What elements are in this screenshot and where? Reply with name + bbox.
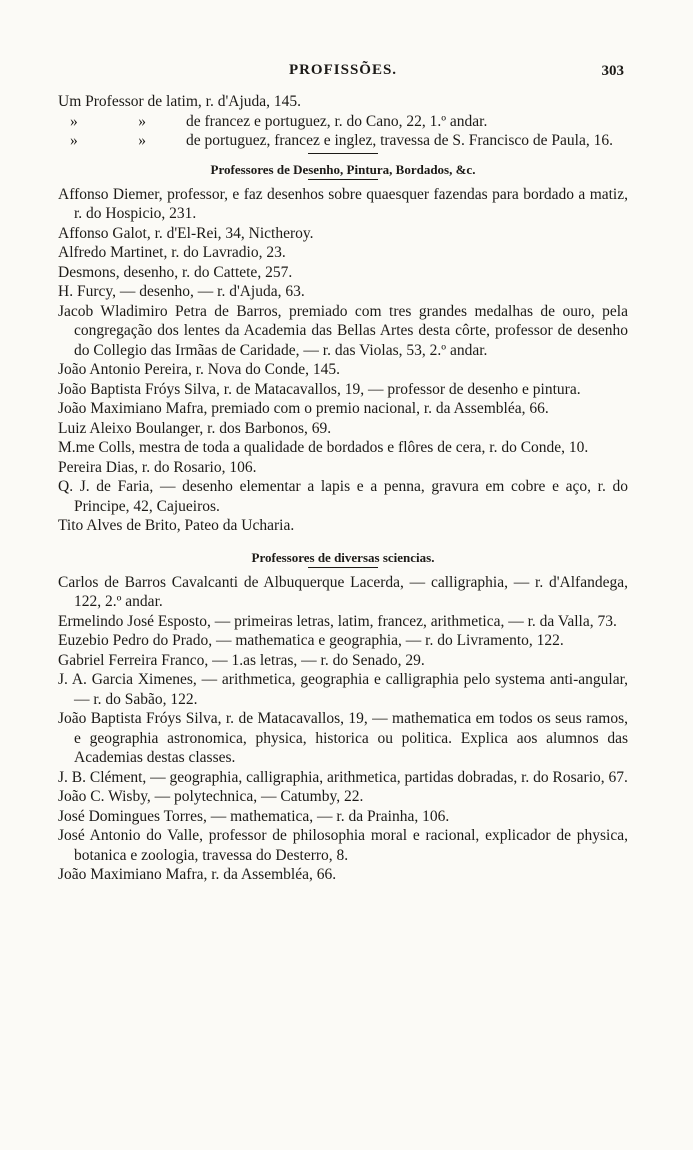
entry-text: de portuguez, francez e inglez, travessa de S. Francisco de Paula, 16. — [186, 132, 613, 149]
ditto-mark: » — [138, 132, 146, 149]
list-item: Tito Alves de Brito, Pateo da Ucharia. — [58, 517, 295, 534]
list-item: José Antonio do Valle, professor de philosophia moral e racional, explicador de physica, botanica e zoologia, travessa do Desterro, 8. — [58, 827, 628, 864]
section-heading: Professores de diversas sciencias. — [251, 549, 435, 565]
section-heading: Professores de Desenho, Pintura, Bordados, &c. — [210, 161, 476, 177]
page-header — [58, 62, 628, 92]
ditto-mark: » — [138, 112, 146, 130]
list-item: João Baptista Fróys Silva, r. de Matacavallos, 19, — mathematica em todos os seus ramos, e geographia astronomica, physica, historica ou politica. Explica aos alumnos das Academias destas classes. — [58, 710, 628, 766]
list-item: João Maximiano Mafra, r. da Assembléa, 66. — [58, 866, 337, 883]
list-item: Um Professor de latim, r. d'Ajuda, 145. — [58, 93, 302, 110]
list-item: José Domingues Torres, — mathematica, — r. da Prainha, 106. — [58, 807, 450, 825]
list-item: Desmons, desenho, r. do Cattete, 257. — [58, 263, 293, 281]
ditto-marks — [58, 112, 176, 132]
list-item: Jacob Wladimiro Petra de Barros, premiado com tres grandes medalhas de ouro, pela congregação dos lentes da Academia das Bellas Artes desta côrte, professor de desenho do Collegio das Irmãas de Caridade, — r. das Violas, 53, 2.º andar. — [58, 302, 628, 359]
list-item: João C. Wisby, — polytechnica, — Catumby, 22. — [58, 788, 364, 805]
list-item: Carlos de Barros Cavalcanti de Albuquerque Lacerda, — calligraphia, — r. d'Alfandega, 122, 2.º andar. — [58, 573, 628, 610]
page — [58, 62, 628, 885]
running-title: PROFISSÕES. — [288, 62, 398, 78]
list-item: João Baptista Fróys Silva, r. de Matacavallos, 19, — professor de desenho e pintura. — [58, 380, 581, 398]
list-item: J. B. Clément, — geographia, calligraphia, arithmetica, partidas dobradas, r. do Rosario, 67. — [58, 768, 628, 786]
section-divider — [308, 567, 378, 568]
list-item: Ermelindo José Esposto, — primeiras letras, latim, francez, arithmetica, — r. da Valla, 73. — [58, 612, 617, 630]
list-item: M.me Colls, mestra de toda a qualidade de bordados e flôres de cera, r. do Conde, 10. — [58, 439, 589, 456]
section-sciences-entries — [58, 573, 628, 885]
entry-text: de francez e portuguez, r. do Cano, 22, 1.º andar. — [186, 112, 488, 130]
list-item: Gabriel Ferreira Franco, — 1.as letras, — r. do Senado, 29. — [58, 651, 425, 669]
list-item: Q. J. de Faria, — desenho elementar a lapis e a penna, gravura em cobre e aço, r. do Principe, 42, Cajueiros. — [58, 478, 628, 515]
list-item: J. A. Garcia Ximenes, — arithmetica, geographia e calligraphia pelo systema anti-angular, — r. do Sabão, 122. — [58, 671, 628, 708]
list-item: Affonso Galot, r. d'El-Rei, 34, Nictheroy. — [58, 224, 314, 242]
ditto-mark: » — [70, 132, 78, 149]
section-divider — [308, 153, 378, 154]
list-item: H. Furcy, — desenho, — r. d'Ajuda, 63. — [58, 283, 305, 300]
top-entries — [58, 92, 628, 151]
section-drawing-entries — [58, 185, 628, 536]
list-item — [58, 112, 628, 132]
list-item: Luiz Aleixo Boulanger, r. dos Barbonos, 69. — [58, 419, 332, 437]
section-divider — [308, 179, 378, 180]
ditto-mark: » — [70, 112, 78, 130]
list-item: Alfredo Martinet, r. do Lavradio, 23. — [58, 244, 286, 261]
list-item: João Antonio Pereira, r. Nova do Conde, 145. — [58, 361, 340, 378]
list-item: Euzebio Pedro do Prado, — mathematica e geographia, — r. do Livramento, 122. — [58, 632, 564, 649]
list-item — [58, 131, 628, 151]
ditto-marks — [58, 131, 176, 151]
list-item: Pereira Dias, r. do Rosario, 106. — [58, 458, 257, 476]
list-item: João Maximiano Mafra, premiado com o premio nacional, r. da Assembléa, 66. — [58, 400, 549, 417]
list-item: Affonso Diemer, professor, e faz desenhos sobre quaesquer fazendas para bordado a matiz, r. do Hospicio, 231. — [58, 185, 628, 222]
page-number: 303 — [601, 63, 624, 79]
